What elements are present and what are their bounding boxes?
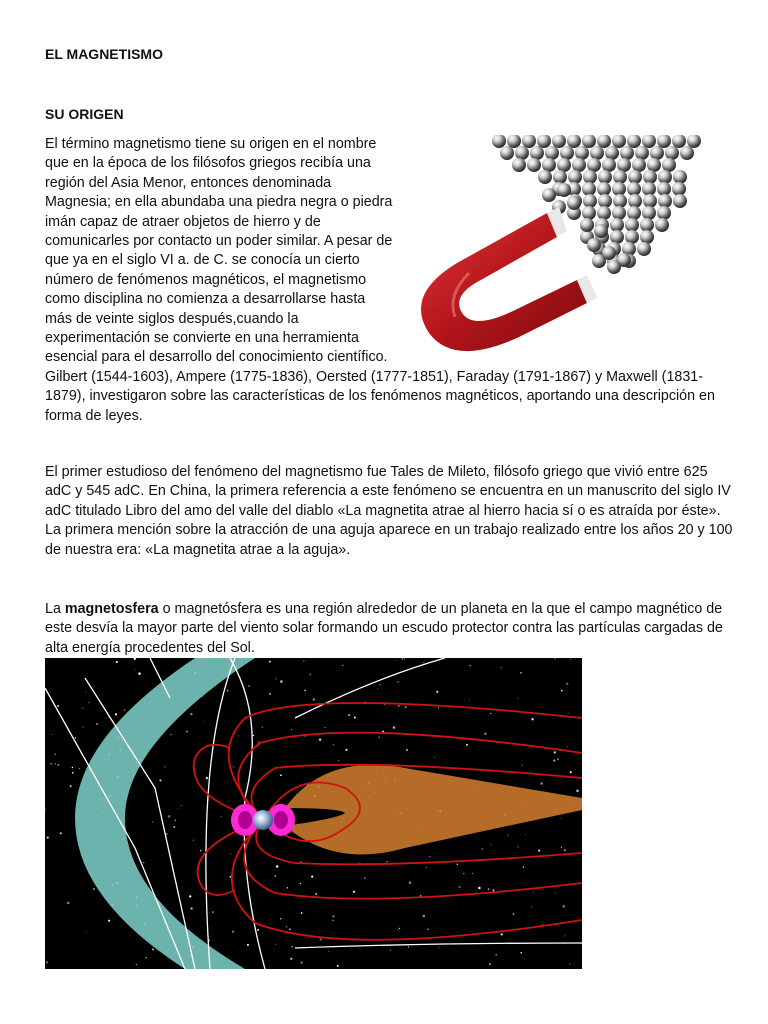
steel-ball: [587, 158, 601, 172]
star: [531, 907, 532, 908]
star: [398, 929, 399, 930]
paragraph-history: El primer estudioso del fenómeno del magnetismo fue Tales de Mileto, filósofo griego que vivió entre 625 adC y 545 adC. En China, la primera referencia a este fenómeno se encuentra en un manuscrito del siglo IV adC titulado Libro del amo del valle del diablo «La magnetita atrae al hierro hacia sí o es atraída por éste». La primera mención sobre la atracción de una aguja aparece en un trabajo realizado entre los años 20 y 100 de nuestra era: «La magnetita atrae a la aguja».: [45, 464, 733, 558]
steel-ball: [572, 158, 586, 172]
paragraph-magnetosphere: [45, 600, 735, 658]
star: [311, 875, 313, 877]
star: [520, 672, 522, 674]
star: [286, 926, 288, 928]
star: [507, 834, 508, 835]
star: [301, 912, 303, 914]
star: [332, 915, 334, 917]
star: [521, 764, 522, 765]
star: [423, 662, 424, 663]
star: [96, 723, 98, 725]
star: [569, 963, 570, 964]
steel-ball: [613, 170, 627, 184]
star: [427, 928, 428, 929]
star: [72, 767, 73, 768]
steel-ball: [612, 206, 626, 220]
star: [46, 961, 48, 963]
star: [50, 763, 52, 765]
star: [79, 768, 80, 769]
star: [47, 837, 49, 839]
star: [337, 965, 339, 967]
steel-ball: [612, 182, 626, 196]
star: [57, 764, 59, 766]
steel-ball: [567, 196, 581, 210]
star: [393, 726, 396, 729]
star: [319, 938, 322, 941]
star: [291, 946, 293, 948]
star: [379, 684, 381, 686]
steel-ball: [680, 146, 694, 160]
star: [262, 727, 264, 729]
star: [568, 713, 569, 714]
star: [55, 763, 56, 764]
star: [463, 873, 464, 874]
star: [83, 726, 84, 727]
star: [57, 705, 59, 707]
paragraph3-prefix: La: [45, 601, 65, 617]
steel-ball: [628, 194, 642, 208]
star: [152, 821, 153, 822]
steel-ball: [673, 194, 687, 208]
steel-ball: [610, 230, 624, 244]
star: [269, 661, 271, 663]
star: [397, 681, 399, 683]
star: [396, 660, 397, 661]
star: [409, 881, 411, 883]
star: [203, 721, 204, 722]
star: [518, 846, 519, 847]
steel-ball: [657, 206, 671, 220]
star: [377, 688, 378, 689]
steel-ball: [643, 170, 657, 184]
section-heading: SU ORIGEN: [45, 106, 124, 122]
paragraph-origin: [45, 135, 735, 426]
star: [520, 952, 521, 953]
star: [459, 886, 461, 888]
star: [491, 844, 492, 845]
star: [353, 891, 355, 893]
steel-ball: [598, 194, 612, 208]
star: [429, 856, 430, 857]
star: [501, 667, 502, 668]
star: [85, 692, 86, 693]
star: [408, 946, 409, 947]
star: [269, 693, 271, 695]
star: [221, 816, 222, 817]
star: [189, 895, 191, 897]
star: [70, 785, 72, 787]
star: [555, 893, 556, 894]
star: [124, 709, 125, 710]
star: [275, 944, 276, 945]
steel-ball: [500, 146, 514, 160]
star: [345, 749, 347, 751]
star: [564, 849, 566, 851]
star: [280, 774, 282, 776]
star: [72, 772, 74, 774]
star: [86, 932, 87, 933]
steel-ball: [515, 146, 529, 160]
steel-ball: [658, 194, 672, 208]
star: [75, 737, 77, 739]
star: [501, 933, 503, 935]
star: [275, 678, 276, 679]
star: [206, 777, 208, 779]
star: [300, 961, 302, 963]
star: [438, 707, 439, 708]
steel-ball: [647, 158, 661, 172]
star: [174, 819, 176, 821]
star: [274, 875, 276, 877]
steel-ball: [598, 170, 612, 184]
star: [554, 751, 556, 753]
steel-ball: [583, 194, 597, 208]
steel-ball: [580, 218, 594, 232]
star: [290, 958, 292, 960]
star: [456, 863, 458, 865]
star: [472, 873, 473, 874]
star: [280, 918, 282, 920]
star: [280, 680, 283, 683]
steel-ball: [627, 206, 641, 220]
steel-ball: [632, 158, 646, 172]
star: [136, 964, 138, 966]
steel-ball: [597, 182, 611, 196]
steel-ball: [542, 158, 556, 172]
star: [469, 665, 471, 667]
star: [301, 787, 302, 788]
steel-ball: [594, 224, 608, 238]
star: [227, 690, 229, 692]
steel-ball: [642, 182, 656, 196]
star: [178, 808, 179, 809]
star: [406, 749, 408, 751]
star: [469, 700, 470, 701]
star: [253, 735, 254, 736]
star: [533, 892, 534, 893]
steel-ball: [545, 146, 559, 160]
star: [108, 920, 110, 922]
steel-ball: [560, 146, 574, 160]
steel-ball: [620, 146, 634, 160]
star: [93, 888, 95, 890]
star: [143, 862, 144, 863]
star: [561, 847, 562, 848]
star: [168, 815, 171, 818]
star: [566, 683, 568, 685]
star: [436, 691, 438, 693]
paragraph1-text: El término magnetismo tiene su origen en el nombre que en la época de los filósofos griegos recibía una región del Asia Menor, entonces denominada Magnesia; en ella abundaba una piedra negra o piedra imán capaz de atraer objetos de hierro y de comunicarles por contacto un poder similar. A pesar de que ya en el siglo VI a. de C. se conocía un cierto número de fenómenos magnéticos, el magnetismo como disciplina no comienza a desarrollarse hasta más de veinte siglos después,cuando la experimentación se convierte en una herramienta esencial para el desarrollo del conocimiento científico. Gilbert (1544-1603), Ampere (1775-1836), Oersted (1777-1851), Faraday (1791-1867) y Maxwell (1831-1879), investigaron sobre las características de los fenómenos magnéticos, aportando una descripción en forma de leyes.: [45, 136, 715, 424]
steel-ball: [512, 158, 526, 172]
steel-ball: [587, 238, 601, 252]
star: [567, 746, 568, 747]
star: [315, 893, 317, 895]
star: [404, 658, 405, 659]
star: [492, 889, 494, 891]
star: [138, 672, 141, 675]
star: [159, 779, 161, 781]
star: [328, 951, 329, 952]
star: [434, 757, 435, 758]
star: [300, 883, 301, 884]
star: [513, 913, 514, 914]
star: [193, 840, 194, 841]
star: [399, 928, 400, 929]
steel-ball: [527, 158, 541, 172]
magnetosphere-image: [45, 658, 582, 969]
star: [190, 907, 192, 909]
star: [387, 861, 388, 862]
steel-ball: [658, 170, 672, 184]
steel-ball: [643, 194, 657, 208]
star: [319, 739, 321, 741]
steel-ball: [628, 170, 642, 184]
star: [232, 931, 234, 933]
star: [287, 887, 288, 888]
steel-ball: [637, 242, 651, 256]
star: [540, 782, 542, 784]
star: [181, 805, 182, 806]
star: [173, 826, 175, 828]
steel-ball: [538, 170, 552, 184]
star: [531, 718, 533, 720]
star: [378, 736, 380, 738]
steel-ball: [590, 146, 604, 160]
star: [115, 713, 117, 715]
steel-ball: [635, 146, 649, 160]
steel-ball: [605, 146, 619, 160]
star: [398, 705, 400, 707]
star: [518, 698, 519, 699]
star: [354, 716, 356, 718]
star: [247, 944, 249, 946]
steel-ball: [640, 230, 654, 244]
star: [233, 766, 234, 767]
steel-ball: [640, 218, 654, 232]
star: [489, 963, 491, 965]
star: [67, 902, 70, 905]
star: [230, 854, 231, 855]
star: [325, 727, 326, 728]
steel-ball: [582, 206, 596, 220]
star: [576, 790, 579, 793]
star: [52, 734, 53, 735]
steel-ball: [557, 183, 571, 197]
steel-ball: [613, 194, 627, 208]
star: [116, 661, 118, 663]
star: [54, 753, 56, 755]
star: [186, 731, 188, 733]
earth-globe: [253, 810, 273, 830]
star: [310, 674, 311, 675]
document-title: EL MAGNETISMO: [45, 46, 163, 62]
steel-ball: [662, 158, 676, 172]
star: [560, 818, 561, 819]
steel-ball: [575, 146, 589, 160]
steel-ball: [583, 170, 597, 184]
paragraph3-rest: o magnetósfera es una región alrededor de un planeta en la que el campo magnético de este desvía la mayor parte del viento solar formando un escudo protector contra las partículas cargadas de alta energía procedentes del Sol.: [45, 601, 723, 656]
steel-ball: [665, 146, 679, 160]
steel-ball: [542, 188, 556, 202]
star: [212, 911, 214, 913]
star: [135, 669, 136, 670]
star: [488, 888, 490, 890]
star: [564, 935, 565, 936]
star: [561, 690, 563, 692]
steel-ball: [597, 206, 611, 220]
star: [60, 832, 62, 834]
star: [364, 877, 366, 879]
star: [482, 848, 484, 850]
star: [248, 685, 250, 687]
star: [348, 714, 350, 716]
star: [484, 732, 487, 735]
steel-ball: [672, 182, 686, 196]
star: [570, 659, 571, 660]
star: [313, 698, 315, 700]
star: [338, 760, 339, 761]
star: [88, 702, 89, 703]
horseshoe-magnet-image: [409, 135, 713, 362]
star: [289, 928, 291, 930]
star: [333, 920, 334, 921]
star: [257, 929, 259, 931]
star: [466, 744, 468, 746]
star: [258, 746, 259, 747]
star: [557, 758, 559, 760]
star: [145, 957, 146, 958]
star: [390, 950, 391, 951]
star: [190, 713, 192, 715]
star: [333, 744, 334, 745]
star: [342, 665, 343, 666]
magnetosfera-term: magnetosfera: [64, 601, 159, 617]
steel-ball: [610, 218, 624, 232]
steel-ball: [582, 182, 596, 196]
star: [538, 849, 540, 851]
steel-ball: [607, 260, 621, 274]
star: [276, 865, 279, 868]
star: [439, 947, 440, 948]
steel-ball: [625, 218, 639, 232]
star: [495, 954, 497, 956]
star: [405, 706, 407, 708]
steel-ball: [602, 158, 616, 172]
star: [423, 915, 426, 918]
star: [200, 850, 202, 852]
steel-ball: [553, 170, 567, 184]
steel-ball: [627, 182, 641, 196]
star: [238, 735, 239, 736]
star: [166, 833, 168, 835]
steel-ball: [568, 170, 582, 184]
star: [152, 949, 154, 951]
star: [82, 708, 83, 709]
steel-ball: [530, 146, 544, 160]
star: [553, 759, 555, 761]
steel-ball: [625, 230, 639, 244]
star: [525, 834, 526, 835]
steel-ball: [655, 218, 669, 232]
steel-ball: [657, 182, 671, 196]
star: [401, 658, 403, 660]
star: [170, 734, 171, 735]
steel-ball: [617, 158, 631, 172]
star: [478, 887, 480, 889]
star: [303, 660, 304, 661]
steel-ball: [673, 170, 687, 184]
star: [304, 690, 306, 692]
steel-ball: [557, 158, 571, 172]
steel-ball: [650, 146, 664, 160]
star: [570, 771, 572, 773]
star: [562, 905, 564, 907]
steel-ball: [642, 206, 656, 220]
star: [523, 866, 524, 867]
star: [164, 766, 165, 767]
star: [426, 867, 427, 868]
steel-ball: [602, 246, 616, 260]
star: [291, 729, 292, 730]
star: [490, 713, 491, 714]
